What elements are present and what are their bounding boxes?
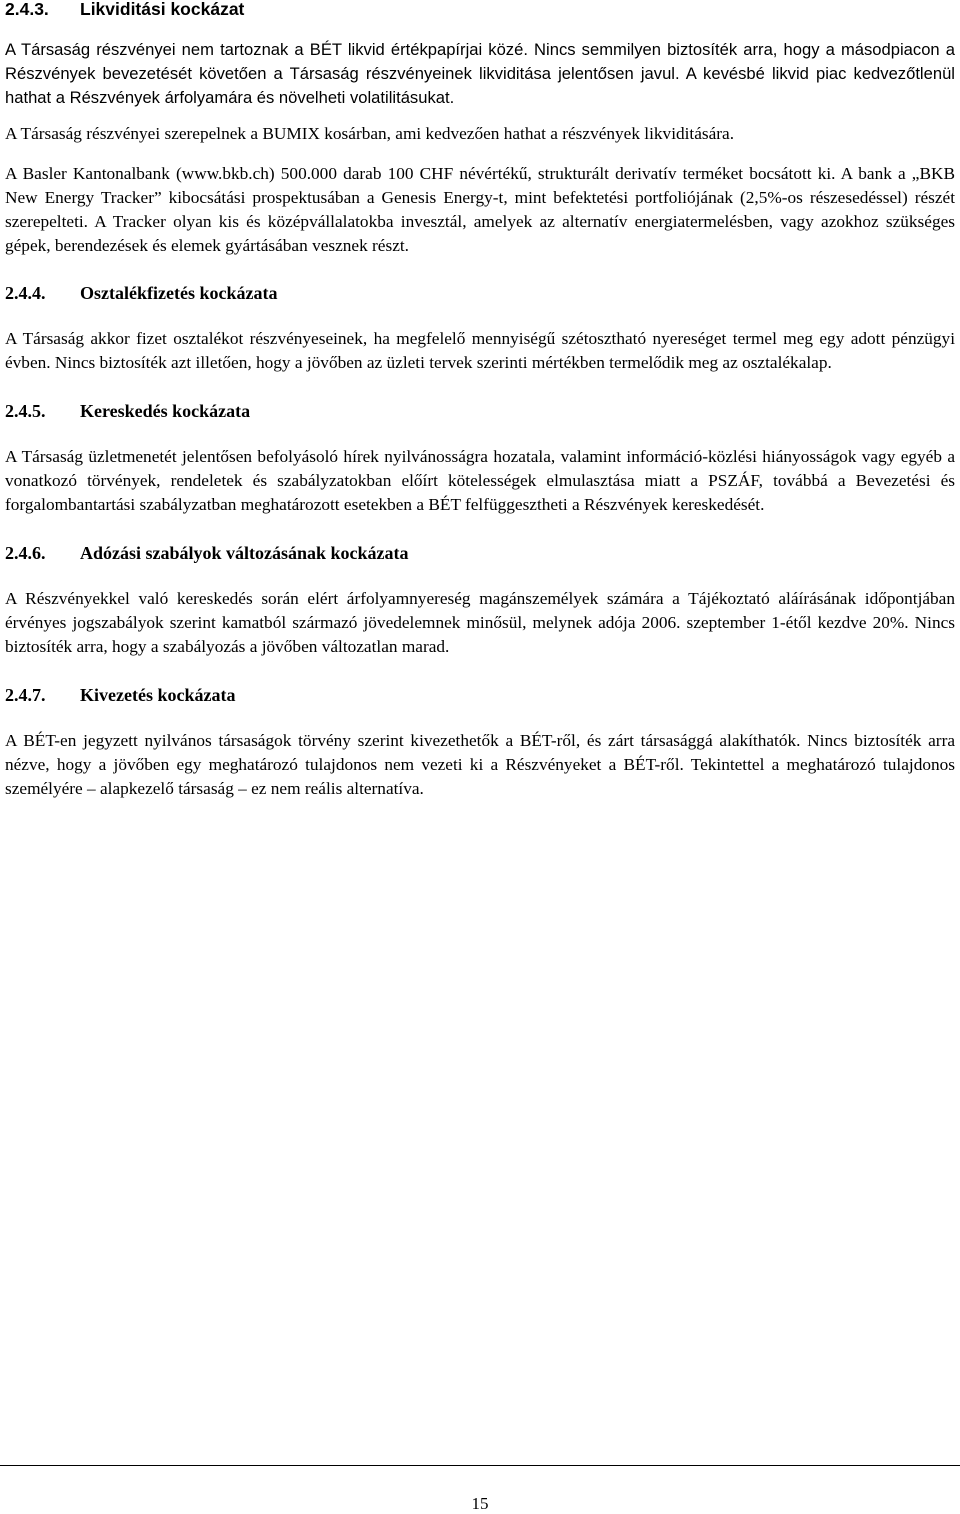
paragraph-liquidity-3: A Basler Kantonalbank (www.bkb.ch) 500.000 darab 100 CHF névértékű, strukturált derivatív terméket bocsátott ki. A bank a „BKB New Energy Tracker” kibocsátási prospektusában a Genesis Energy-t, mint befektetési portfoliójának (2,5%-os részesedéssel) részét szerepelteti. A Tracker olyan kis és középvállalatokba invesztál, amelyek az alternatív energiatermelésben, vagy azokhoz szükséges gépek, berendezések és elemek gyártásában vesznek részt. xyxy=(5,164,955,255)
paragraph-dividend: A Társaság akkor fizet osztalékot részvényeseinek, ha megfelelő mennyiségű szétosztható nyereséget termel meg egy adott pénzügyi évben. Nincs biztosíték azt illetően, hogy a jövőben az üzleti tervek szerinti mértékben termelődik meg az osztalékalap. xyxy=(5,329,955,372)
section-number: 2.4.4. xyxy=(5,283,46,303)
section-heading-2-4-4 xyxy=(5,282,955,304)
page-number: 15 xyxy=(471,1494,489,1513)
section-heading-2-4-6 xyxy=(5,542,955,564)
section-title: Likviditási kockázat xyxy=(80,0,245,19)
section-heading-2-4-5 xyxy=(5,400,955,422)
section-title: Kereskedés kockázata xyxy=(80,401,251,421)
section-title: Osztalékfizetés kockázata xyxy=(80,283,278,303)
section-number: 2.4.3. xyxy=(5,0,49,19)
paragraph-trading: A Társaság üzletmenetét jelentősen befolyásoló hírek nyilvánosságra hozatala, valamint információ-közlési hiányosságok vagy egyéb a vonatkozó törvények, rendeletek és szabályzatokban előírt kötelességek elmulasztása miatt a PSZÁF, továbbá a Bevezetési és forgalombantartási szabályzatban meghatározott esetekben a BÉT felfüggesztheti a Részvények kereskedését. xyxy=(5,447,955,514)
section-title: Adózási szabályok változásának kockázata xyxy=(80,543,409,563)
section-heading-2-4-3 xyxy=(5,0,955,20)
section-number: 2.4.6. xyxy=(5,543,46,563)
paragraph-liquidity-2: A Társaság részvényei szerepelnek a BUMIX kosárban, ami kedvezően hathat a részvények likviditására. xyxy=(5,124,735,143)
section-number: 2.4.7. xyxy=(5,685,46,705)
paragraph-delisting: A BÉT-en jegyzett nyilvános társaságok törvény szerint kivezethetők a BÉT-ről, és zárt társasággá alakíthatók. Nincs biztosíték arra nézve, hogy a jövőben egy meghatározó tulajdonos nem vezeti ki a Részvényeket a BÉT-ről. Tekintettel a meghatározó tulajdonos személyére – alapkezelő társaság – ez nem reális alternatíva. xyxy=(5,731,955,798)
section-number: 2.4.5. xyxy=(5,401,46,421)
document-page xyxy=(5,0,955,801)
paragraph-tax: A Részvényekkel való kereskedés során elért árfolyamnyereség magánszemélyek számára a Tájékoztató aláírásának időpontjában érvényes jogszabályok szerint kamatból származó jövedelemnek minősül, melynek adója 2006. szeptember 1-étől kezdve 20%. Nincs biztosíték arra, hogy a szabályozás a jövőben változatlan marad. xyxy=(5,589,955,656)
footer-divider xyxy=(0,1465,960,1466)
paragraph-liquidity-1: A Társaság részvényei nem tartoznak a BÉT likvid értékpapírjai közé. Nincs semmilyen biztosíték arra, hogy a másodpiacon a Részvények bevezetését követően a Társaság részvényeinek likviditása jelentősen javul. A kevésbé likvid piac kedvezőtlenül hathat a Részvények árfolyamára és növelheti volatilitásukat. xyxy=(5,40,955,107)
section-heading-2-4-7 xyxy=(5,684,955,706)
section-title: Kivezetés kockázata xyxy=(80,685,236,705)
